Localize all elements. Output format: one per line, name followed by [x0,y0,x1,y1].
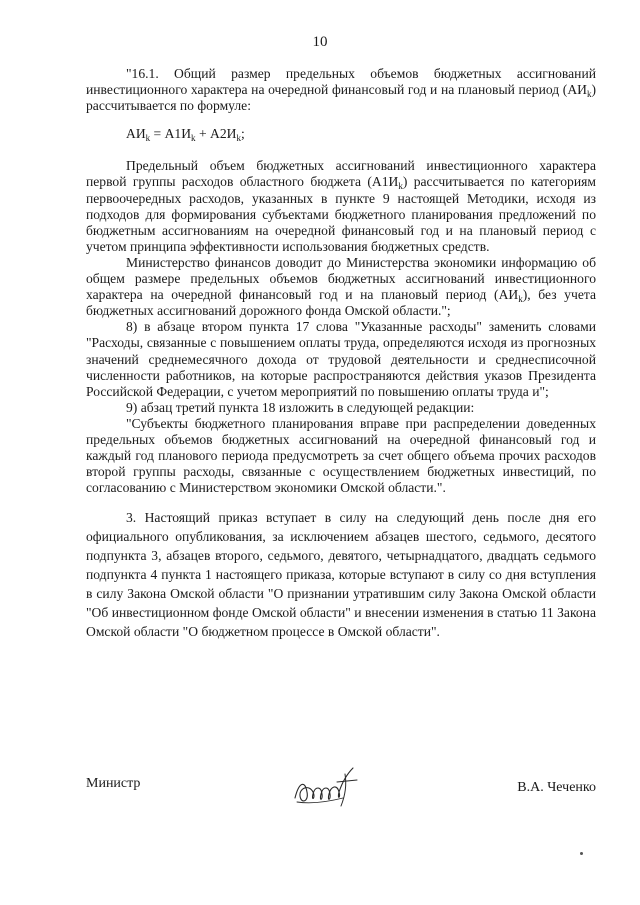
signer-title: Министр [86,776,141,791]
paragraph-item-8: 8) в абзаце втором пункта 17 слова "Указанные расходы" заменить словами "Расходы, связанные с повышением оплаты труда, определяются исходя из прогнозных значений среднемесячного дохода от трудовой деятельности и среднесписочной численности работников, на которые распространяются действия указов Президента Российской Федерации, с учетом мероприятий по повышению оплаты труда и"; [86,319,596,399]
document-body [86,66,596,641]
paragraph-item-9: 9) абзац третий пункта 18 изложить в следующей редакции: [126,399,475,415]
paragraph-ministry-finance: Министерство финансов доводит до Министерства экономики информацию об общем размере предельных объемов бюджетных ассигнований инвестиционного характера на очередной финансовый год и на плановый период $(АИ_k)$, без учета бюджетных ассигнований дорожного фонда Омской области."; [86,254,596,319]
signer-name: В.А. Чеченко [517,780,596,795]
paragraph-new-edition: "Субъекты бюджетного планирования вправе при распределении доведенных предельных объемов бюджетных ассигнований на очередной финансовый год и каждый год планового периода предусмотреть за счет общего объема прочих расходов второй группы расходы, связанные с осуществлением бюджетных инвестиций, по согласованию с Министерством экономики Омской области.". [86,415,596,496]
page-number: 10 [312,34,328,50]
scan-dot [580,852,583,855]
paragraph-effective-date: 3. Настоящий приказ вступает в силу на следующий день после дня его официального опубликования, за исключением абзацев шестого, седьмого, десятого подпункта 3, абзацев второго, седьмого, девятого, четырнадцатого, двадцать седьмого подпункта 4 пункта 1 настоящего приказа, которые вступают в силу со дня вступления в силу Закона Омской области "О признании утратившим силу Закона Омской области "Об инвестиционном фонде Омской области" и внесении изменения в статью 11 Закона Омской области "О бюджетном процессе в Омской области". [86,510,596,640]
formula: $АИ_k = А1И_k + А2И_k$; [126,126,245,144]
signature-block [86,776,596,826]
paragraph-limit-first-group: Предельный объем бюджетных ассигнований инвестиционного характера первой группы расходов областного бюджета $(А1И_k)$ рассчитывается по категориям первоочередных расходов, указанных в пункте 9 настоящей Методики, исходя из подходов для формирования субъектами бюджетного планирования предложений по бюджетным ассигнованиям на очередной финансовый год и на плановый период с учетом принципа эффективности использования бюджетных средств. [86,158,596,254]
paragraph-16-1: "16.1. Общий размер предельных объемов бюджетных ассигнований инвестиционного характера на очередной финансовый год и на плановый период $(АИ_k)$ рассчитывается по формуле: [86,66,596,114]
handwritten-signature [291,762,371,812]
